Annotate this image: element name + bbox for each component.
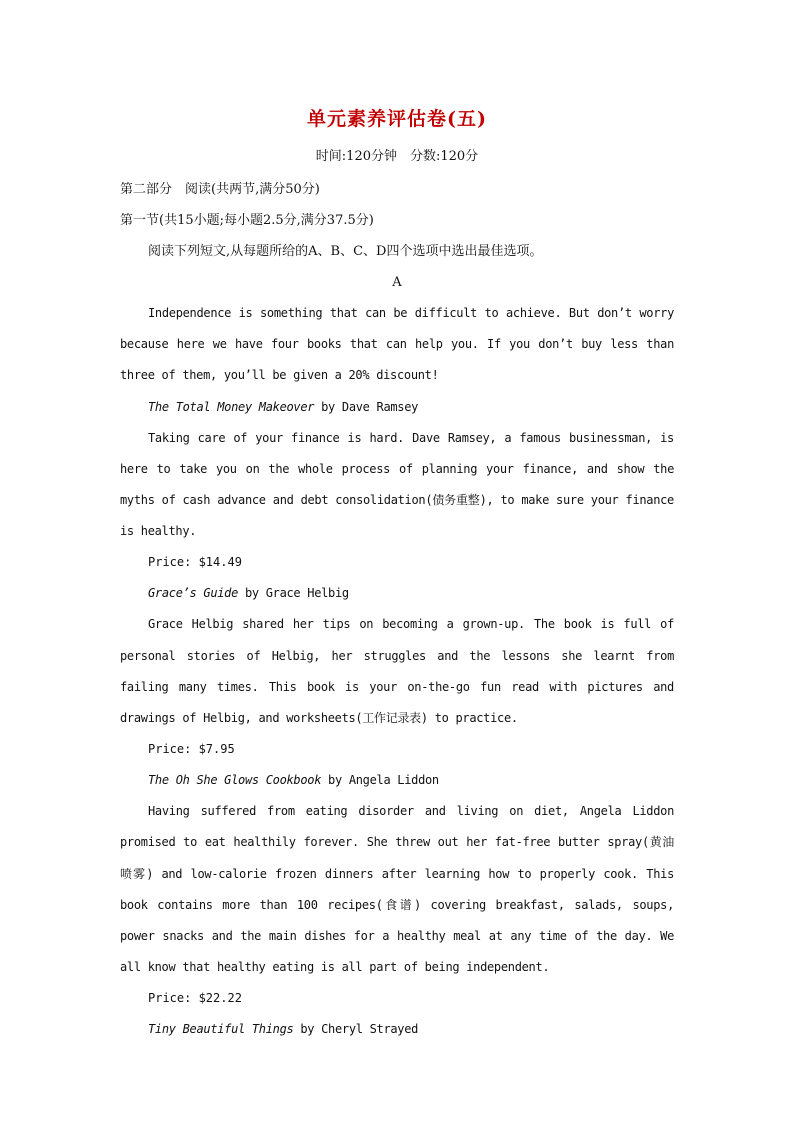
book-title: The Oh She Glows Cookbook <box>148 773 322 788</box>
book-author: by Angela Liddon <box>321 773 439 788</box>
exam-meta: 时间:120分钟 分数:120分 <box>315 149 479 164</box>
book-heading <box>120 392 674 423</box>
book-author: by Grace Helbig <box>238 586 349 601</box>
book-title: Tiny Beautiful Things <box>148 1022 294 1037</box>
exam-title: 单元素养评估卷(五) <box>307 108 487 130</box>
book-description: Having suffered from eating disorder and living on diet, Angela Liddon promised to eat healthily forever. She threw out her fat-free butter spray(黄油喷雾) and low-calorie frozen dinners after learning how to properly cook. This book contains more than 100 recipes(食谱) covering breakfast, salads, soups, power snacks and the main dishes for a healthy meal at any time of the day. We all know that healthy eating is all part of being independent. <box>120 804 674 975</box>
book-heading <box>120 765 674 796</box>
book-title: Grace’s Guide <box>148 586 239 601</box>
book-heading <box>120 578 674 609</box>
passage-label: A <box>392 275 402 290</box>
book-author: by Dave Ramsey <box>314 399 419 414</box>
book-author: by Cheryl Strayed <box>293 1022 419 1037</box>
book-heading <box>120 1014 674 1045</box>
part-heading: 第二部分 阅读(共两节,满分50分) <box>120 182 320 197</box>
book-price: Price: $7.95 <box>148 742 235 757</box>
book-description: Grace Helbig shared her tips on becoming a grown-up. The book is full of personal stories of Helbig, her struggles and the lessons she learnt from failing many times. This book is your on-the-go fun read with pictures and drawings of Helbig, and worksheets(工作记录表) to practice. <box>120 617 674 726</box>
book-price: Price: $22.22 <box>148 991 242 1006</box>
intro-paragraph: Independence is something that can be difficult to achieve. But don’t worry because here we have four books that can help you. If you don’t buy less than three of them, you’ll be given a 20% discount! <box>120 306 674 383</box>
book-title: The Total Money Makeover <box>148 399 315 414</box>
book-description: Taking care of your finance is hard. Dave Ramsey, a famous businessman, is here to take you on the whole process of planning your finance, and show the myths of cash advance and debt consolidation(债务重整), to make sure your finance is healthy. <box>120 430 674 539</box>
section-heading: 第一节(共15小题;每小题2.5分,满分37.5分) <box>120 213 374 228</box>
book-price: Price: $14.49 <box>148 555 242 570</box>
instruction-text: 阅读下列短文,从每题所给的A、B、C、D四个选项中选出最佳选项。 <box>148 244 543 259</box>
